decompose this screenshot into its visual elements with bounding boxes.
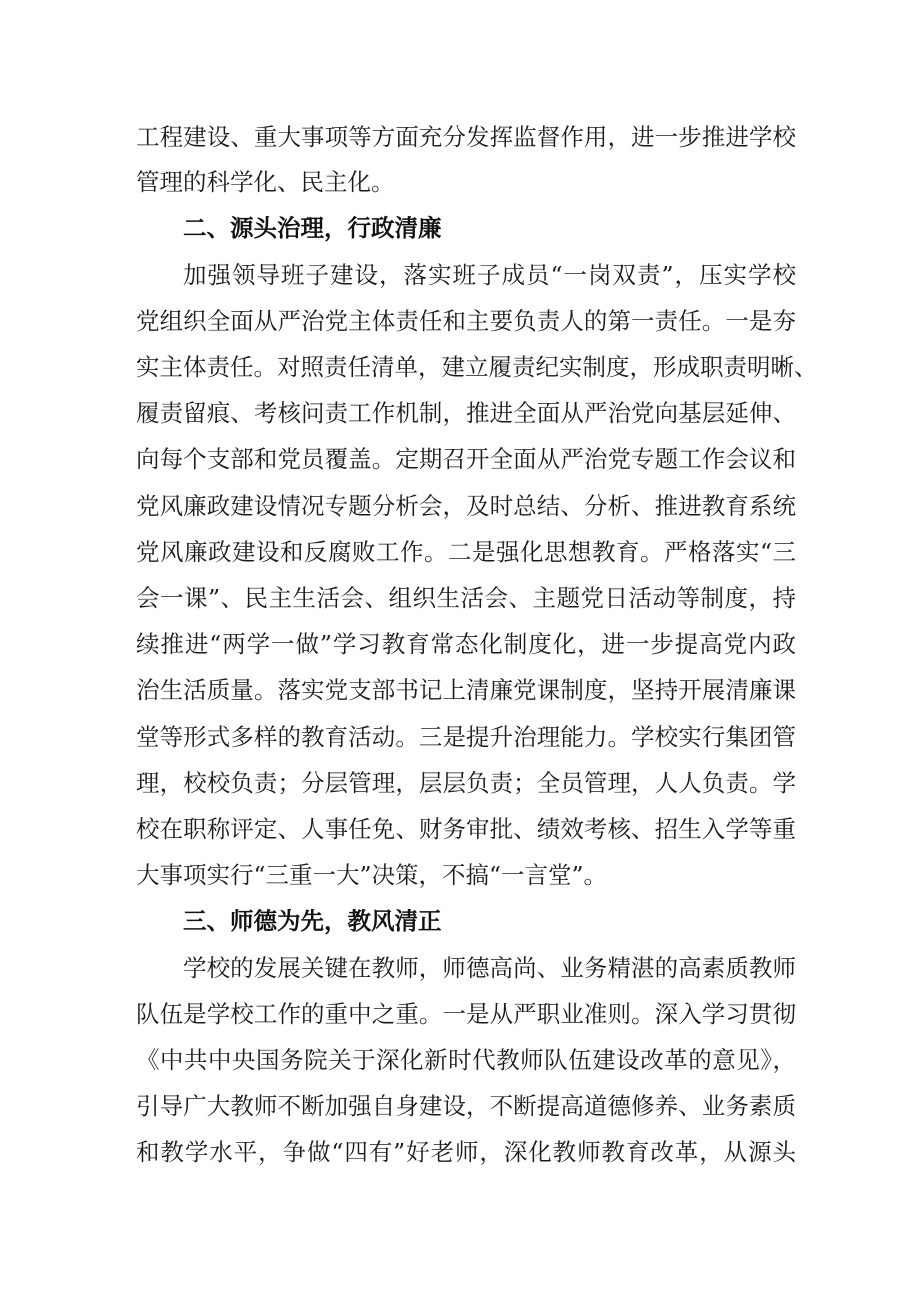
body-text-line: 和教学水平，争做“四有”好老师，深化教师教育改革，从源头 xyxy=(136,1138,796,1166)
section-heading-3: 三、师德为先，教风清正 xyxy=(183,907,442,935)
section-heading-2: 二、源头治理，行政清廉 xyxy=(183,214,442,242)
body-text-line: 队伍是学校工作的重中之重。一是从严职业准则。深入学习贯彻 xyxy=(136,1000,796,1028)
body-text-line: 引导广大教师不断加强自身建设，不断提高道德修养、业务素质 xyxy=(136,1092,796,1120)
body-text-line: 加强领导班子建设，落实班子成员“一岗双责”，压实学校 xyxy=(183,261,796,289)
body-text-line: 党组织全面从严治党主体责任和主要负责人的第一责任。一是夯 xyxy=(136,307,796,335)
body-text-line: 《中共中央国务院关于深化新时代教师队伍建设改革的意见》， xyxy=(136,1046,796,1074)
body-text-line: 党风廉政建设情况专题分析会，及时总结、分析、推进教育系统 xyxy=(136,492,796,520)
body-text-line: 管理的科学化、民主化。 xyxy=(136,168,395,196)
body-text-line: 履责留痕、考核问责工作机制，推进全面从严治党向基层延伸、 xyxy=(136,399,796,427)
body-text-line: 校在职称评定、人事任免、财务审批、绩效考核、招生入学等重 xyxy=(136,815,796,843)
body-text-line: 理，校校负责；分层管理，层层负责；全员管理，人人负责。学 xyxy=(136,769,796,797)
body-text-line: 工程建设、重大事项等方面充分发挥监督作用，进一步推进学校 xyxy=(136,123,796,151)
body-text-line: 学校的发展关键在教师，师德高尚、业务精湛的高素质教师 xyxy=(183,954,796,982)
body-text-line: 会一课”、民主生活会、组织生活会、主题党日活动等制度，持 xyxy=(136,584,796,612)
body-text-line: 治生活质量。落实党支部书记上清廉党课制度，坚持开展清廉课 xyxy=(136,676,796,704)
body-text-line: 堂等形式多样的教育活动。三是提升治理能力。学校实行集团管 xyxy=(136,723,796,751)
body-text-line: 党风廉政建设和反腐败工作。二是强化思想教育。严格落实“三 xyxy=(136,538,796,566)
body-text-line: 续推进“两学一做”学习教育常态化制度化，进一步提高党内政 xyxy=(136,630,796,658)
body-text-line: 实主体责任。对照责任清单，建立履责纪实制度，形成职责明晰、 xyxy=(136,353,818,381)
body-text-line: 向每个支部和党员覆盖。定期召开全面从严治党专题工作会议和 xyxy=(136,445,796,473)
body-text-line: 大事项实行“三重一大”决策，不搞“一言堂”。 xyxy=(136,861,608,889)
